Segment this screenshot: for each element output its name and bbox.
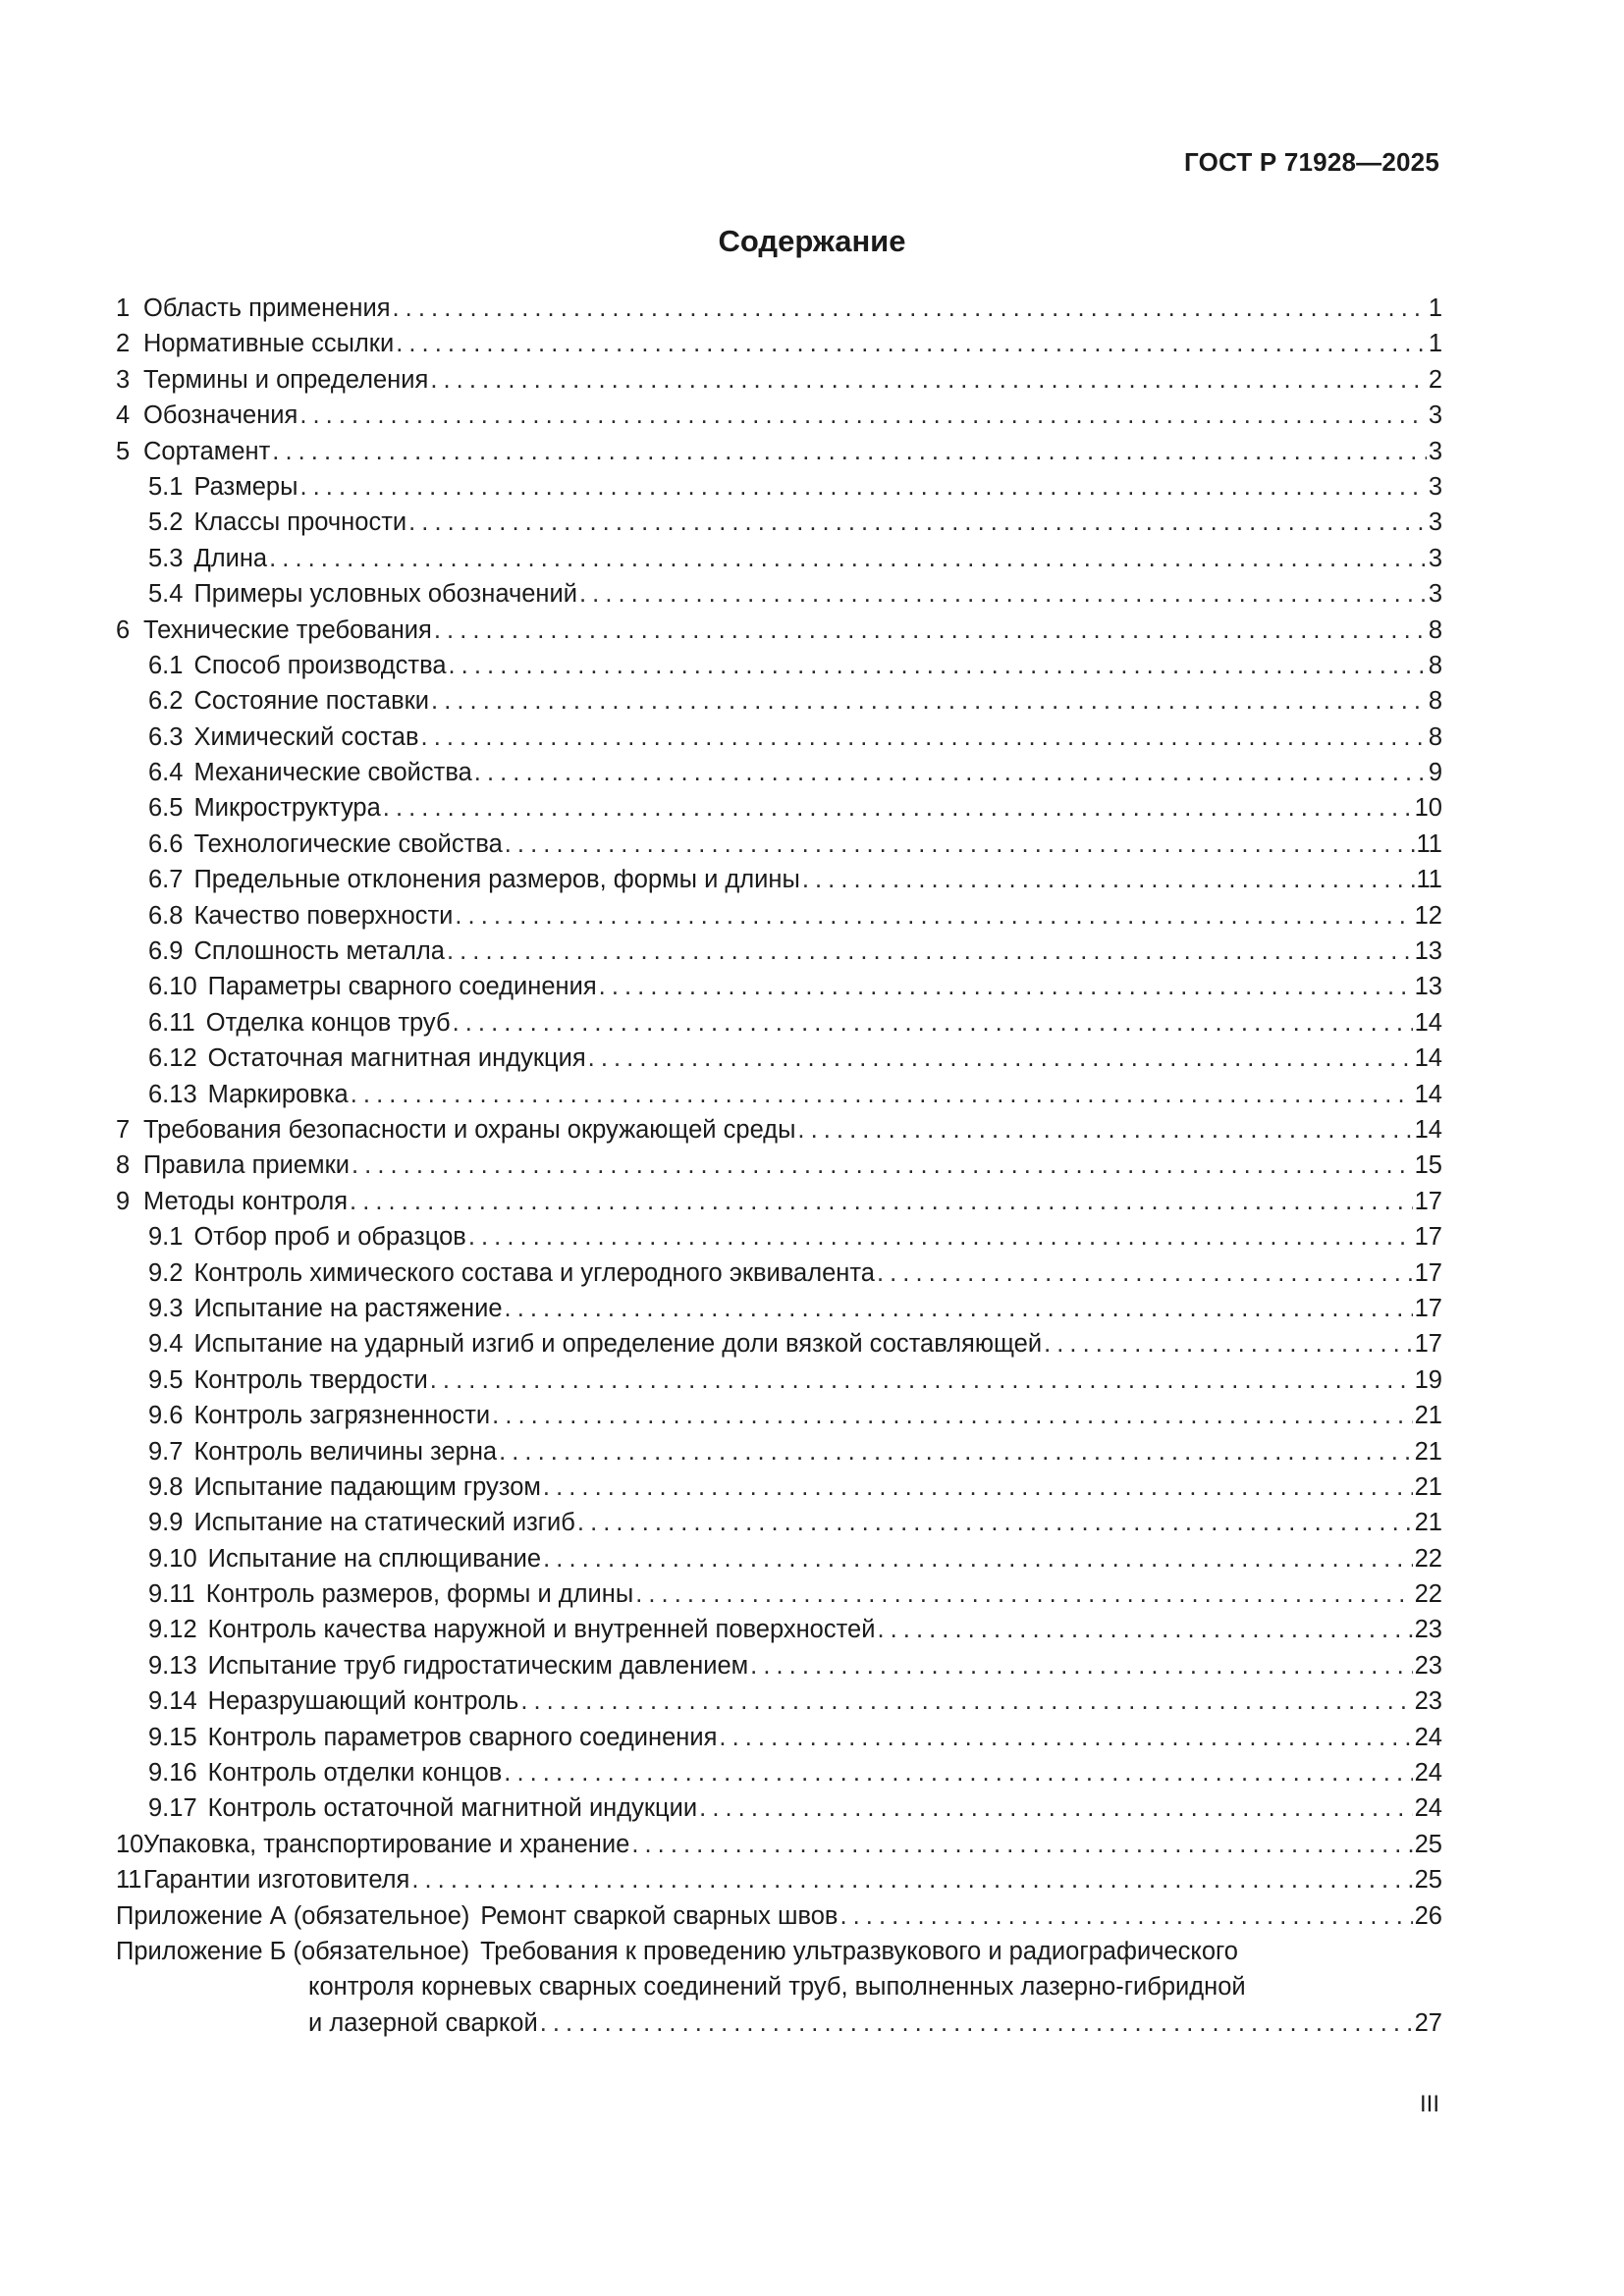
toc-entry-page: 17 <box>1414 1330 1442 1359</box>
toc-entry-page: 8 <box>1428 687 1442 716</box>
leader-dots <box>504 1755 1412 1790</box>
appendix-b-continuation-last <box>116 2005 1442 2041</box>
table-of-contents <box>116 291 1442 2041</box>
toc-entry-title: Контроль параметров сварного соединения <box>207 1723 718 1751</box>
toc-entry-title: Испытание на сплющивание <box>207 1544 542 1573</box>
toc-entry-page: 11 <box>1416 829 1442 858</box>
toc-entry-page: 23 <box>1414 1651 1442 1680</box>
toc-entry-5-4[interactable] <box>116 576 1442 612</box>
leader-dots <box>455 898 1412 934</box>
toc-entry-page: 17 <box>1414 1258 1442 1287</box>
toc-entry-title: Испытание труб гидростатическим давлением <box>207 1651 749 1680</box>
toc-entry-title: Размеры <box>193 472 298 501</box>
leader-dots <box>520 1683 1412 1719</box>
leader-dots <box>411 1862 1412 1897</box>
toc-entry-page: 13 <box>1414 973 1442 1001</box>
toc-entry-title: Контроль твердости <box>193 1365 428 1394</box>
toc-entry-9-15[interactable] <box>116 1720 1442 1755</box>
toc-entry-title: Классы прочности <box>193 508 407 537</box>
toc-entry-number: 5.2 <box>148 508 184 537</box>
leader-dots <box>505 827 1415 862</box>
toc-entry-5-3[interactable] <box>116 541 1442 576</box>
toc-entry-number: 6 <box>116 615 131 644</box>
toc-entry-title: Нормативные ссылки <box>143 330 395 358</box>
toc-entry-6-5[interactable] <box>116 790 1442 826</box>
toc-entry-9-9[interactable] <box>116 1505 1442 1540</box>
leader-dots <box>453 1005 1413 1041</box>
toc-entry-title: Химический состав <box>193 722 419 751</box>
toc-entry-9-8[interactable] <box>116 1469 1442 1505</box>
toc-entry-number: 6.2 <box>148 687 184 716</box>
appendix-b-continuation <box>116 1969 1442 2004</box>
toc-entry-page: 3 <box>1428 437 1442 465</box>
toc-entries <box>116 291 1442 1898</box>
toc-entry-title: Контроль загрязненности <box>193 1402 491 1430</box>
toc-entry-number: 6.9 <box>148 937 184 966</box>
toc-entry-page: 14 <box>1414 1115 1442 1144</box>
appendix-a-page: 26 <box>1414 1901 1442 1930</box>
toc-entry-6-3[interactable] <box>116 720 1442 755</box>
toc-entry-number: 5.4 <box>148 580 184 609</box>
leader-dots <box>430 1362 1413 1398</box>
toc-entry-5-2[interactable] <box>116 505 1442 540</box>
toc-entry-6-6[interactable] <box>116 827 1442 862</box>
toc-entry-6-7[interactable] <box>116 862 1442 897</box>
toc-entry-9-17[interactable] <box>116 1790 1442 1826</box>
toc-entry-page: 8 <box>1428 722 1442 751</box>
toc-entry-number: 9 <box>116 1187 131 1215</box>
toc-entry-number: 5.3 <box>148 544 184 572</box>
toc-entry-page: 22 <box>1414 1544 1442 1573</box>
toc-entry-number: 10 <box>116 1830 144 1858</box>
leader-dots <box>352 1148 1413 1183</box>
leader-dots <box>383 790 1413 826</box>
toc-entry-title: Микроструктура <box>193 794 381 823</box>
leader-dots <box>631 1827 1412 1862</box>
toc-entry-title: Методы контроля <box>143 1187 349 1215</box>
toc-entry-title: Качество поверхности <box>193 901 454 930</box>
leader-dots <box>699 1790 1412 1826</box>
leader-dots <box>449 648 1427 683</box>
appendix-b-label: Приложение Б (обязательное) <box>116 1937 470 1965</box>
toc-entry-number: 11 <box>116 1866 142 1895</box>
appendix-a-label: Приложение А (обязательное) <box>116 1901 470 1930</box>
leader-dots <box>430 362 1427 398</box>
toc-entry-number: 9.4 <box>148 1330 184 1359</box>
toc-entry-title: Технические требования <box>143 615 432 644</box>
toc-entry-title: Технологические свойства <box>193 829 503 858</box>
leader-dots <box>447 934 1413 969</box>
toc-entry-page: 14 <box>1414 1008 1442 1037</box>
toc-entry-9-16[interactable] <box>116 1755 1442 1790</box>
toc-entry-page: 24 <box>1414 1723 1442 1751</box>
leader-dots <box>543 1469 1413 1505</box>
toc-entry-title: Длина <box>193 544 268 572</box>
toc-entry-6[interactable] <box>116 613 1442 648</box>
toc-entry-title: Испытание на ударный изгиб и определение доли вязкой составляющей <box>193 1330 1043 1359</box>
toc-entry-6-13[interactable] <box>116 1077 1442 1112</box>
toc-entry-number: 6.11 <box>148 1008 195 1037</box>
toc-entry-page: 8 <box>1428 651 1442 679</box>
toc-entry-title: Область применения <box>143 294 391 322</box>
toc-entry-number: 6.7 <box>148 866 184 894</box>
leader-dots <box>505 1291 1413 1326</box>
leader-dots <box>540 2005 1413 2041</box>
toc-entry-title: Маркировка <box>207 1080 349 1108</box>
leader-dots <box>802 862 1415 897</box>
toc-entry-4[interactable] <box>116 398 1442 433</box>
toc-entry-page: 25 <box>1414 1830 1442 1858</box>
toc-entry-title: Правила приемки <box>143 1151 350 1180</box>
toc-entry-page: 14 <box>1414 1044 1442 1073</box>
leader-dots <box>272 434 1427 469</box>
appendix-b-title-line2: контроля корневых сварных соединений труб, выполненных лазерно-гибридной <box>308 1973 1246 2002</box>
leader-dots <box>396 326 1427 361</box>
leader-dots <box>750 1648 1412 1683</box>
toc-entry-page: 25 <box>1414 1866 1442 1895</box>
leader-dots <box>393 291 1427 326</box>
toc-entry-title: Термины и определения <box>143 365 429 394</box>
toc-entry-9-3[interactable] <box>116 1291 1442 1326</box>
toc-entry-page: 23 <box>1414 1687 1442 1716</box>
toc-entry-page: 3 <box>1428 472 1442 501</box>
leader-dots <box>577 1505 1413 1540</box>
page-number: III <box>1419 2091 1439 2117</box>
toc-entry-9-10[interactable] <box>116 1541 1442 1576</box>
toc-entry-number: 9.3 <box>148 1294 184 1322</box>
toc-entry-11[interactable] <box>116 1862 1442 1897</box>
toc-entry-title: Контроль качества наружной и внутренней поверхностей <box>207 1616 876 1644</box>
toc-entry-number: 9.6 <box>148 1402 184 1430</box>
toc-entry-9-2[interactable] <box>116 1255 1442 1291</box>
toc-entry-number: 5 <box>116 437 131 465</box>
toc-entry-page: 15 <box>1414 1151 1442 1180</box>
toc-entry-title: Неразрушающий контроль <box>207 1687 519 1716</box>
toc-entry-page: 10 <box>1414 794 1442 823</box>
toc-entry-title: Контроль отделки концов <box>207 1759 503 1788</box>
toc-entry-page: 17 <box>1414 1223 1442 1252</box>
toc-entry-9-4[interactable] <box>116 1326 1442 1362</box>
toc-entry-title: Отбор проб и образцов <box>193 1223 466 1252</box>
toc-entry-page: 2 <box>1428 365 1442 394</box>
toc-entry-6-12[interactable] <box>116 1041 1442 1076</box>
leader-dots <box>299 398 1426 433</box>
leader-dots <box>719 1720 1412 1755</box>
toc-entry-page: 13 <box>1414 937 1442 966</box>
toc-entry-page: 19 <box>1414 1365 1442 1394</box>
appendix-a-title: Ремонт сваркой сварных швов <box>480 1901 839 1930</box>
toc-entry-number: 6.8 <box>148 901 184 930</box>
appendix-b-title-line1: Требования к проведению ультразвукового и радиографического <box>480 1937 1238 1965</box>
toc-entry-title: Испытание падающим грузом <box>193 1472 541 1501</box>
toc-entry-title: Контроль размеров, формы и длины <box>205 1580 634 1609</box>
toc-entry-6-10[interactable] <box>116 969 1442 1004</box>
leader-dots <box>599 969 1413 1004</box>
leader-dots <box>269 541 1427 576</box>
toc-entry-number: 9.8 <box>148 1472 184 1501</box>
leader-dots <box>350 1184 1413 1219</box>
toc-entry-number: 9.14 <box>148 1687 197 1716</box>
toc-entry-9-5[interactable] <box>116 1362 1442 1398</box>
toc-entry-page: 3 <box>1428 580 1442 609</box>
toc-entry-page: 11 <box>1416 866 1442 894</box>
toc-entry-9-11[interactable] <box>116 1576 1442 1612</box>
toc-entry-6-1[interactable] <box>116 648 1442 683</box>
toc-entry-number: 3 <box>116 365 131 394</box>
toc-entry-page: 9 <box>1428 759 1442 787</box>
toc-entry-8[interactable] <box>116 1148 1442 1183</box>
toc-entry-number: 2 <box>116 330 131 358</box>
toc-entry-appendix-b[interactable] <box>116 1934 1442 1969</box>
leader-dots <box>588 1041 1413 1076</box>
leader-dots <box>431 683 1427 719</box>
toc-entry-5-1[interactable] <box>116 469 1442 505</box>
toc-entry-number: 9.2 <box>148 1258 184 1287</box>
leader-dots <box>492 1398 1412 1433</box>
toc-entry-number: 8 <box>116 1151 131 1180</box>
toc-entry-6-4[interactable] <box>116 755 1442 790</box>
leader-dots <box>299 469 1426 505</box>
appendix-b-page: 27 <box>1414 2008 1442 2037</box>
leader-dots <box>877 1612 1412 1647</box>
toc-entry-title: Параметры сварного соединения <box>207 973 597 1001</box>
toc-entry-page: 8 <box>1428 615 1442 644</box>
toc-entry-number: 6.3 <box>148 722 184 751</box>
leader-dots <box>543 1541 1413 1576</box>
toc-entry-page: 24 <box>1414 1794 1442 1823</box>
toc-entry-9-7[interactable] <box>116 1434 1442 1469</box>
toc-entry-page: 23 <box>1414 1616 1442 1644</box>
toc-entry-7[interactable] <box>116 1112 1442 1148</box>
document-code: ГОСТ Р 71928—2025 <box>1184 147 1439 177</box>
toc-entry-number: 9.17 <box>148 1794 197 1823</box>
toc-entry-2[interactable] <box>116 326 1442 361</box>
toc-entry-page: 14 <box>1414 1080 1442 1108</box>
toc-entry-number: 9.12 <box>148 1616 197 1644</box>
leader-dots <box>1044 1326 1413 1362</box>
leader-dots <box>797 1112 1412 1148</box>
leader-dots <box>579 576 1427 612</box>
toc-entry-title: Гарантии изготовителя <box>143 1866 410 1895</box>
toc-entry-number: 9.16 <box>148 1759 197 1788</box>
toc-entry-number: 6.6 <box>148 829 184 858</box>
leader-dots <box>351 1077 1413 1112</box>
toc-entry-title: Состояние поставки <box>193 687 430 716</box>
toc-entry-page: 17 <box>1414 1294 1442 1322</box>
toc-entry-9-12[interactable] <box>116 1612 1442 1647</box>
toc-title: Содержание <box>718 224 906 258</box>
toc-entry-number: 6.4 <box>148 759 184 787</box>
toc-entry-title: Требования безопасности и охраны окружающей среды <box>143 1115 796 1144</box>
toc-entry-5[interactable] <box>116 434 1442 469</box>
toc-entry-6-8[interactable] <box>116 898 1442 934</box>
leader-dots <box>468 1219 1413 1255</box>
toc-entry-9-1[interactable] <box>116 1219 1442 1255</box>
toc-entry-number: 9.11 <box>148 1580 195 1609</box>
toc-entry-page: 21 <box>1414 1509 1442 1537</box>
toc-entry-number: 6.13 <box>148 1080 197 1108</box>
toc-entry-number: 6.1 <box>148 651 184 679</box>
toc-entry-page: 22 <box>1414 1580 1442 1609</box>
toc-entry-title: Остаточная магнитная индукция <box>207 1044 586 1073</box>
leader-dots <box>635 1576 1412 1612</box>
toc-entry-number: 9.9 <box>148 1509 184 1537</box>
toc-entry-page: 21 <box>1414 1437 1442 1466</box>
toc-entry-title: Предельные отклонения размеров, формы и длины <box>193 866 800 894</box>
toc-entry-number: 9.7 <box>148 1437 184 1466</box>
toc-entry-page: 1 <box>1428 330 1442 358</box>
leader-dots <box>408 505 1427 540</box>
toc-entry-number: 6.10 <box>148 973 197 1001</box>
toc-entry-title: Испытание на растяжение <box>193 1294 503 1322</box>
toc-entry-1[interactable] <box>116 291 1442 326</box>
toc-entry-title: Контроль величины зерна <box>193 1437 498 1466</box>
toc-entry-number: 9.13 <box>148 1651 197 1680</box>
toc-entry-number: 6.12 <box>148 1044 197 1073</box>
leader-dots <box>877 1255 1413 1291</box>
toc-entry-page: 24 <box>1414 1759 1442 1788</box>
toc-entry-page: 21 <box>1414 1402 1442 1430</box>
toc-entry-number: 5.1 <box>148 472 184 501</box>
toc-entry-title: Упаковка, транспортирование и хранение <box>143 1830 630 1858</box>
leader-dots <box>839 1898 1412 1934</box>
toc-entry-6-2[interactable] <box>116 683 1442 719</box>
leader-dots <box>474 755 1427 790</box>
toc-entry-9[interactable] <box>116 1184 1442 1219</box>
toc-entry-title: Обозначения <box>143 401 298 430</box>
toc-entry-page: 21 <box>1414 1472 1442 1501</box>
toc-entry-title: Примеры условных обозначений <box>193 580 577 609</box>
leader-dots <box>434 613 1427 648</box>
toc-entry-title: Контроль химического состава и углеродного эквивалента <box>193 1258 875 1287</box>
toc-entry-title: Способ производства <box>193 651 447 679</box>
toc-entry-page: 3 <box>1428 544 1442 572</box>
toc-entry-number: 9.5 <box>148 1365 184 1394</box>
toc-entry-number: 6.5 <box>148 794 184 823</box>
toc-entry-10[interactable] <box>116 1827 1442 1862</box>
leader-dots <box>499 1434 1413 1469</box>
toc-entry-title: Испытание на статический изгиб <box>193 1509 575 1537</box>
toc-entry-9-13[interactable] <box>116 1648 1442 1683</box>
toc-entry-title: Отделка концов труб <box>205 1008 451 1037</box>
toc-entry-number: 9.1 <box>148 1223 184 1252</box>
appendix-b-title-line3: и лазерной сваркой <box>308 2008 538 2037</box>
leader-dots <box>421 720 1427 755</box>
toc-entry-number: 1 <box>116 294 131 322</box>
toc-entry-page: 3 <box>1428 401 1442 430</box>
toc-entry-title: Сплошность металла <box>193 937 445 966</box>
toc-entry-appendix-a[interactable] <box>116 1898 1442 1934</box>
toc-entry-title: Механические свойства <box>193 759 472 787</box>
toc-entry-title: Контроль остаточной магнитной индукции <box>207 1794 698 1823</box>
toc-entry-page: 3 <box>1428 508 1442 537</box>
toc-entry-title: Сортамент <box>143 437 271 465</box>
toc-entry-page: 17 <box>1414 1187 1442 1215</box>
toc-entry-6-9[interactable] <box>116 934 1442 969</box>
toc-entry-number: 4 <box>116 401 131 430</box>
toc-entry-9-6[interactable] <box>116 1398 1442 1433</box>
toc-entry-9-14[interactable] <box>116 1683 1442 1719</box>
toc-entry-number: 9.10 <box>148 1544 197 1573</box>
toc-entry-page: 12 <box>1414 901 1442 930</box>
toc-entry-6-11[interactable] <box>116 1005 1442 1041</box>
toc-entry-page: 1 <box>1428 294 1442 322</box>
toc-entry-number: 9.15 <box>148 1723 197 1751</box>
toc-entry-3[interactable] <box>116 362 1442 398</box>
toc-entry-number: 7 <box>116 1115 131 1144</box>
